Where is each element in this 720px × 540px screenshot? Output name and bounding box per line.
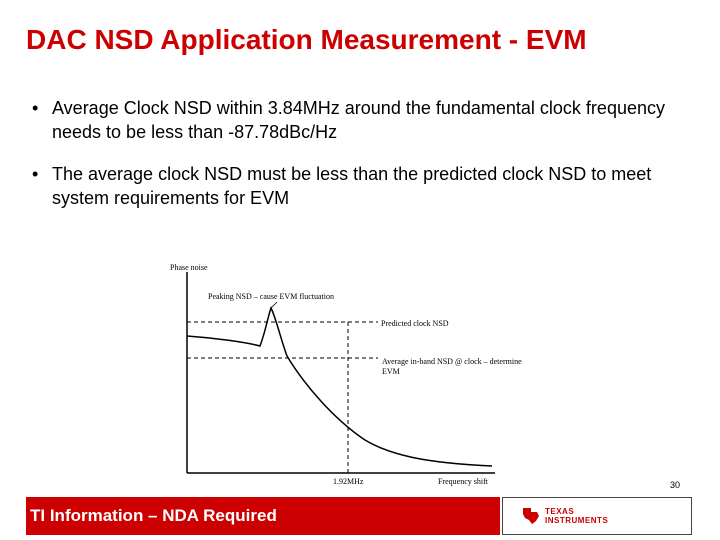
x-marker-label: 1.92MHz — [333, 477, 364, 486]
footer-banner — [26, 497, 500, 535]
x-axis-label: Frequency shift — [438, 477, 488, 486]
ti-logo-text — [545, 507, 608, 525]
slide-title: DAC NSD Application Measurement - EVM — [26, 24, 587, 55]
footer-logo-box — [502, 497, 692, 535]
predicted-annotation: Predicted clock NSD — [381, 319, 449, 328]
y-axis-label: Phase noise — [170, 263, 208, 272]
peaking-annotation: Peaking NSD – cause EVM fluctuation — [208, 292, 334, 301]
bullet-text: Average Clock NSD within 3.84MHz around the fundamental clock frequency needs to be less than -87.78dBc/Hz — [52, 98, 665, 142]
peaking-pointer — [271, 302, 277, 308]
average-annotation-line2: EVM — [382, 367, 400, 376]
footer-label: TI Information – NDA Required — [30, 506, 277, 525]
bullet-glyph: • — [32, 164, 39, 184]
logo-line2: INSTRUMENTS — [545, 516, 609, 525]
phase-noise-curve — [187, 308, 492, 466]
average-annotation-line1: Average in-band NSD @ clock – determine — [382, 357, 522, 366]
texas-state-logo-icon — [521, 506, 541, 526]
bullet-glyph: • — [32, 98, 39, 118]
page-number: 30 — [670, 480, 681, 490]
logo-line1: TEXAS — [545, 507, 575, 516]
bullet-text: The average clock NSD must be less than the predicted clock NSD to meet system requirements for EVM — [52, 164, 652, 208]
